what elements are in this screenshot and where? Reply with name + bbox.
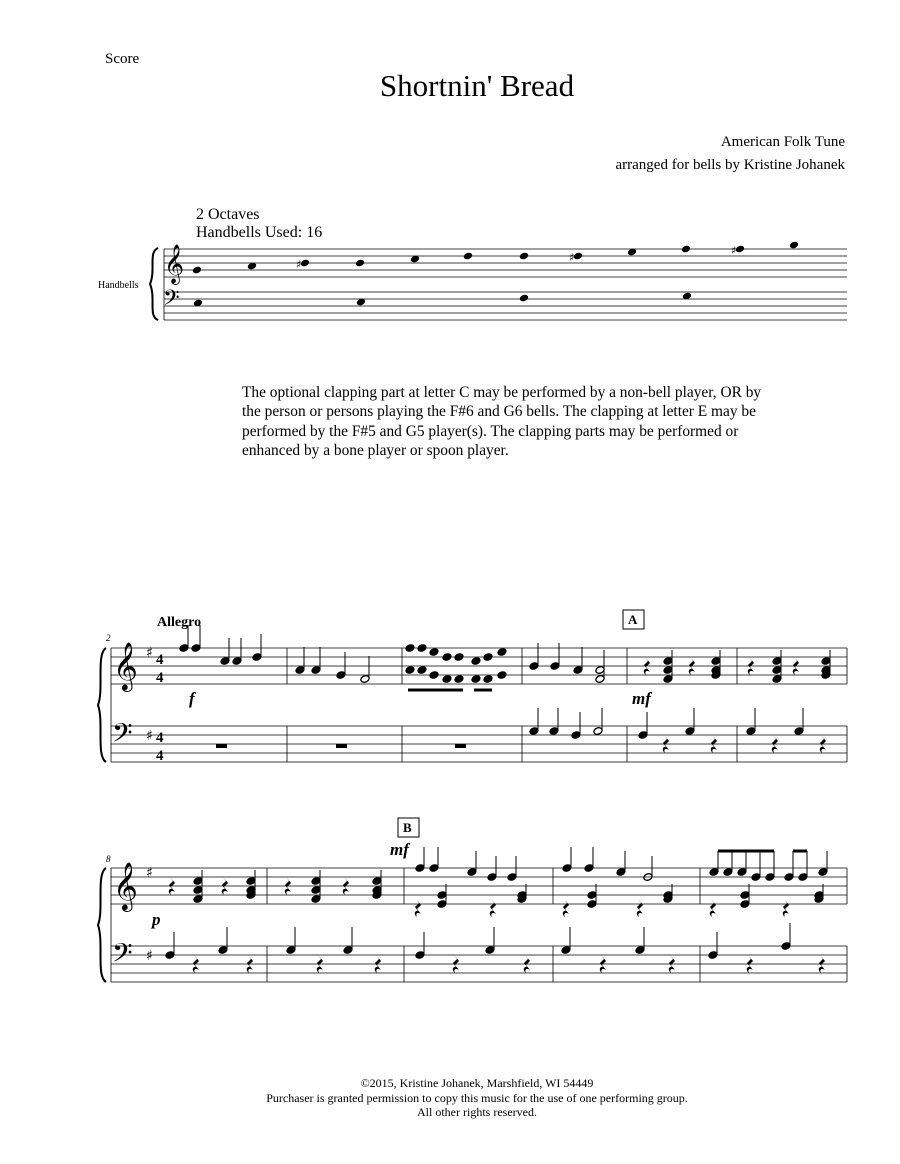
key-signature-sharp: ♯ bbox=[146, 948, 153, 964]
dynamic-marking: mf bbox=[390, 840, 409, 859]
copyright-line: ©2015, Kristine Johanek, Marshfield, WI 54449 bbox=[360, 1076, 594, 1090]
time-sig-top: 4 bbox=[156, 652, 164, 668]
whole-rests bbox=[216, 744, 466, 748]
handbells-used-label: Handbells Used: 16 bbox=[196, 224, 323, 241]
time-sig-bottom: 4 bbox=[156, 748, 164, 764]
key-signature-sharp: ♯ bbox=[146, 865, 153, 881]
permission-line: Purchaser is granted permission to copy this music for the use of one performing group. bbox=[266, 1090, 688, 1105]
rights-line: All other rights reserved. bbox=[417, 1105, 537, 1119]
tempo-marking: Allegro bbox=[157, 615, 202, 630]
bass-clef-icon: 𝄢 bbox=[163, 286, 180, 316]
time-sig-bottom: 4 bbox=[156, 670, 164, 686]
system-2 bbox=[98, 818, 847, 982]
treble-clef-icon: 𝄞 bbox=[113, 641, 138, 690]
measure-number: 8 bbox=[106, 854, 111, 864]
range-chart bbox=[150, 241, 847, 320]
treble-clef-icon: 𝄞 bbox=[113, 861, 138, 910]
rehearsal-mark: A bbox=[628, 612, 638, 627]
time-sig-top: 4 bbox=[156, 730, 164, 746]
bass-clef-icon: 𝄢 bbox=[112, 937, 133, 975]
system-1 bbox=[98, 610, 847, 764]
range-octaves-label: 2 Octaves bbox=[196, 206, 260, 223]
rehearsal-mark: B bbox=[403, 820, 412, 835]
dynamic-marking: mf bbox=[632, 689, 651, 708]
instrument-label: Handbells bbox=[98, 280, 139, 291]
copyright-footer bbox=[0, 1076, 900, 1120]
measure-number: 2 bbox=[106, 633, 111, 643]
key-signature-sharp: ♯ bbox=[146, 645, 153, 661]
dynamic-marking: p bbox=[152, 910, 161, 929]
system-2-staves bbox=[111, 868, 847, 982]
range-bass-staff bbox=[164, 292, 847, 320]
dynamic-marking: f bbox=[189, 689, 195, 708]
svg-text:♯: ♯ bbox=[296, 258, 302, 271]
arranger-credit: arranged for bells by Kristine Johanek bbox=[615, 157, 845, 173]
performance-note: The optional clapping part at letter C may be performed by a non-bell player, OR by the person or persons playing the F#6 and G6 bells. The clapping at letter E may be performed by the F#5 and G5 player(s). The clapping parts may be performed or enhanced by a bone player or spoon player. bbox=[242, 384, 762, 459]
page-title: Shortnin' Bread bbox=[379, 68, 575, 103]
svg-text:♯: ♯ bbox=[569, 251, 575, 264]
bass-clef-icon: 𝄢 bbox=[112, 717, 133, 755]
composer-credit: American Folk Tune bbox=[720, 134, 845, 150]
score-label: Score bbox=[105, 51, 140, 67]
range-treble-staff bbox=[164, 249, 847, 320]
treble-clef-icon: 𝄞 bbox=[164, 244, 185, 284]
key-signature-sharp: ♯ bbox=[146, 728, 153, 744]
svg-text:♯: ♯ bbox=[731, 244, 737, 257]
